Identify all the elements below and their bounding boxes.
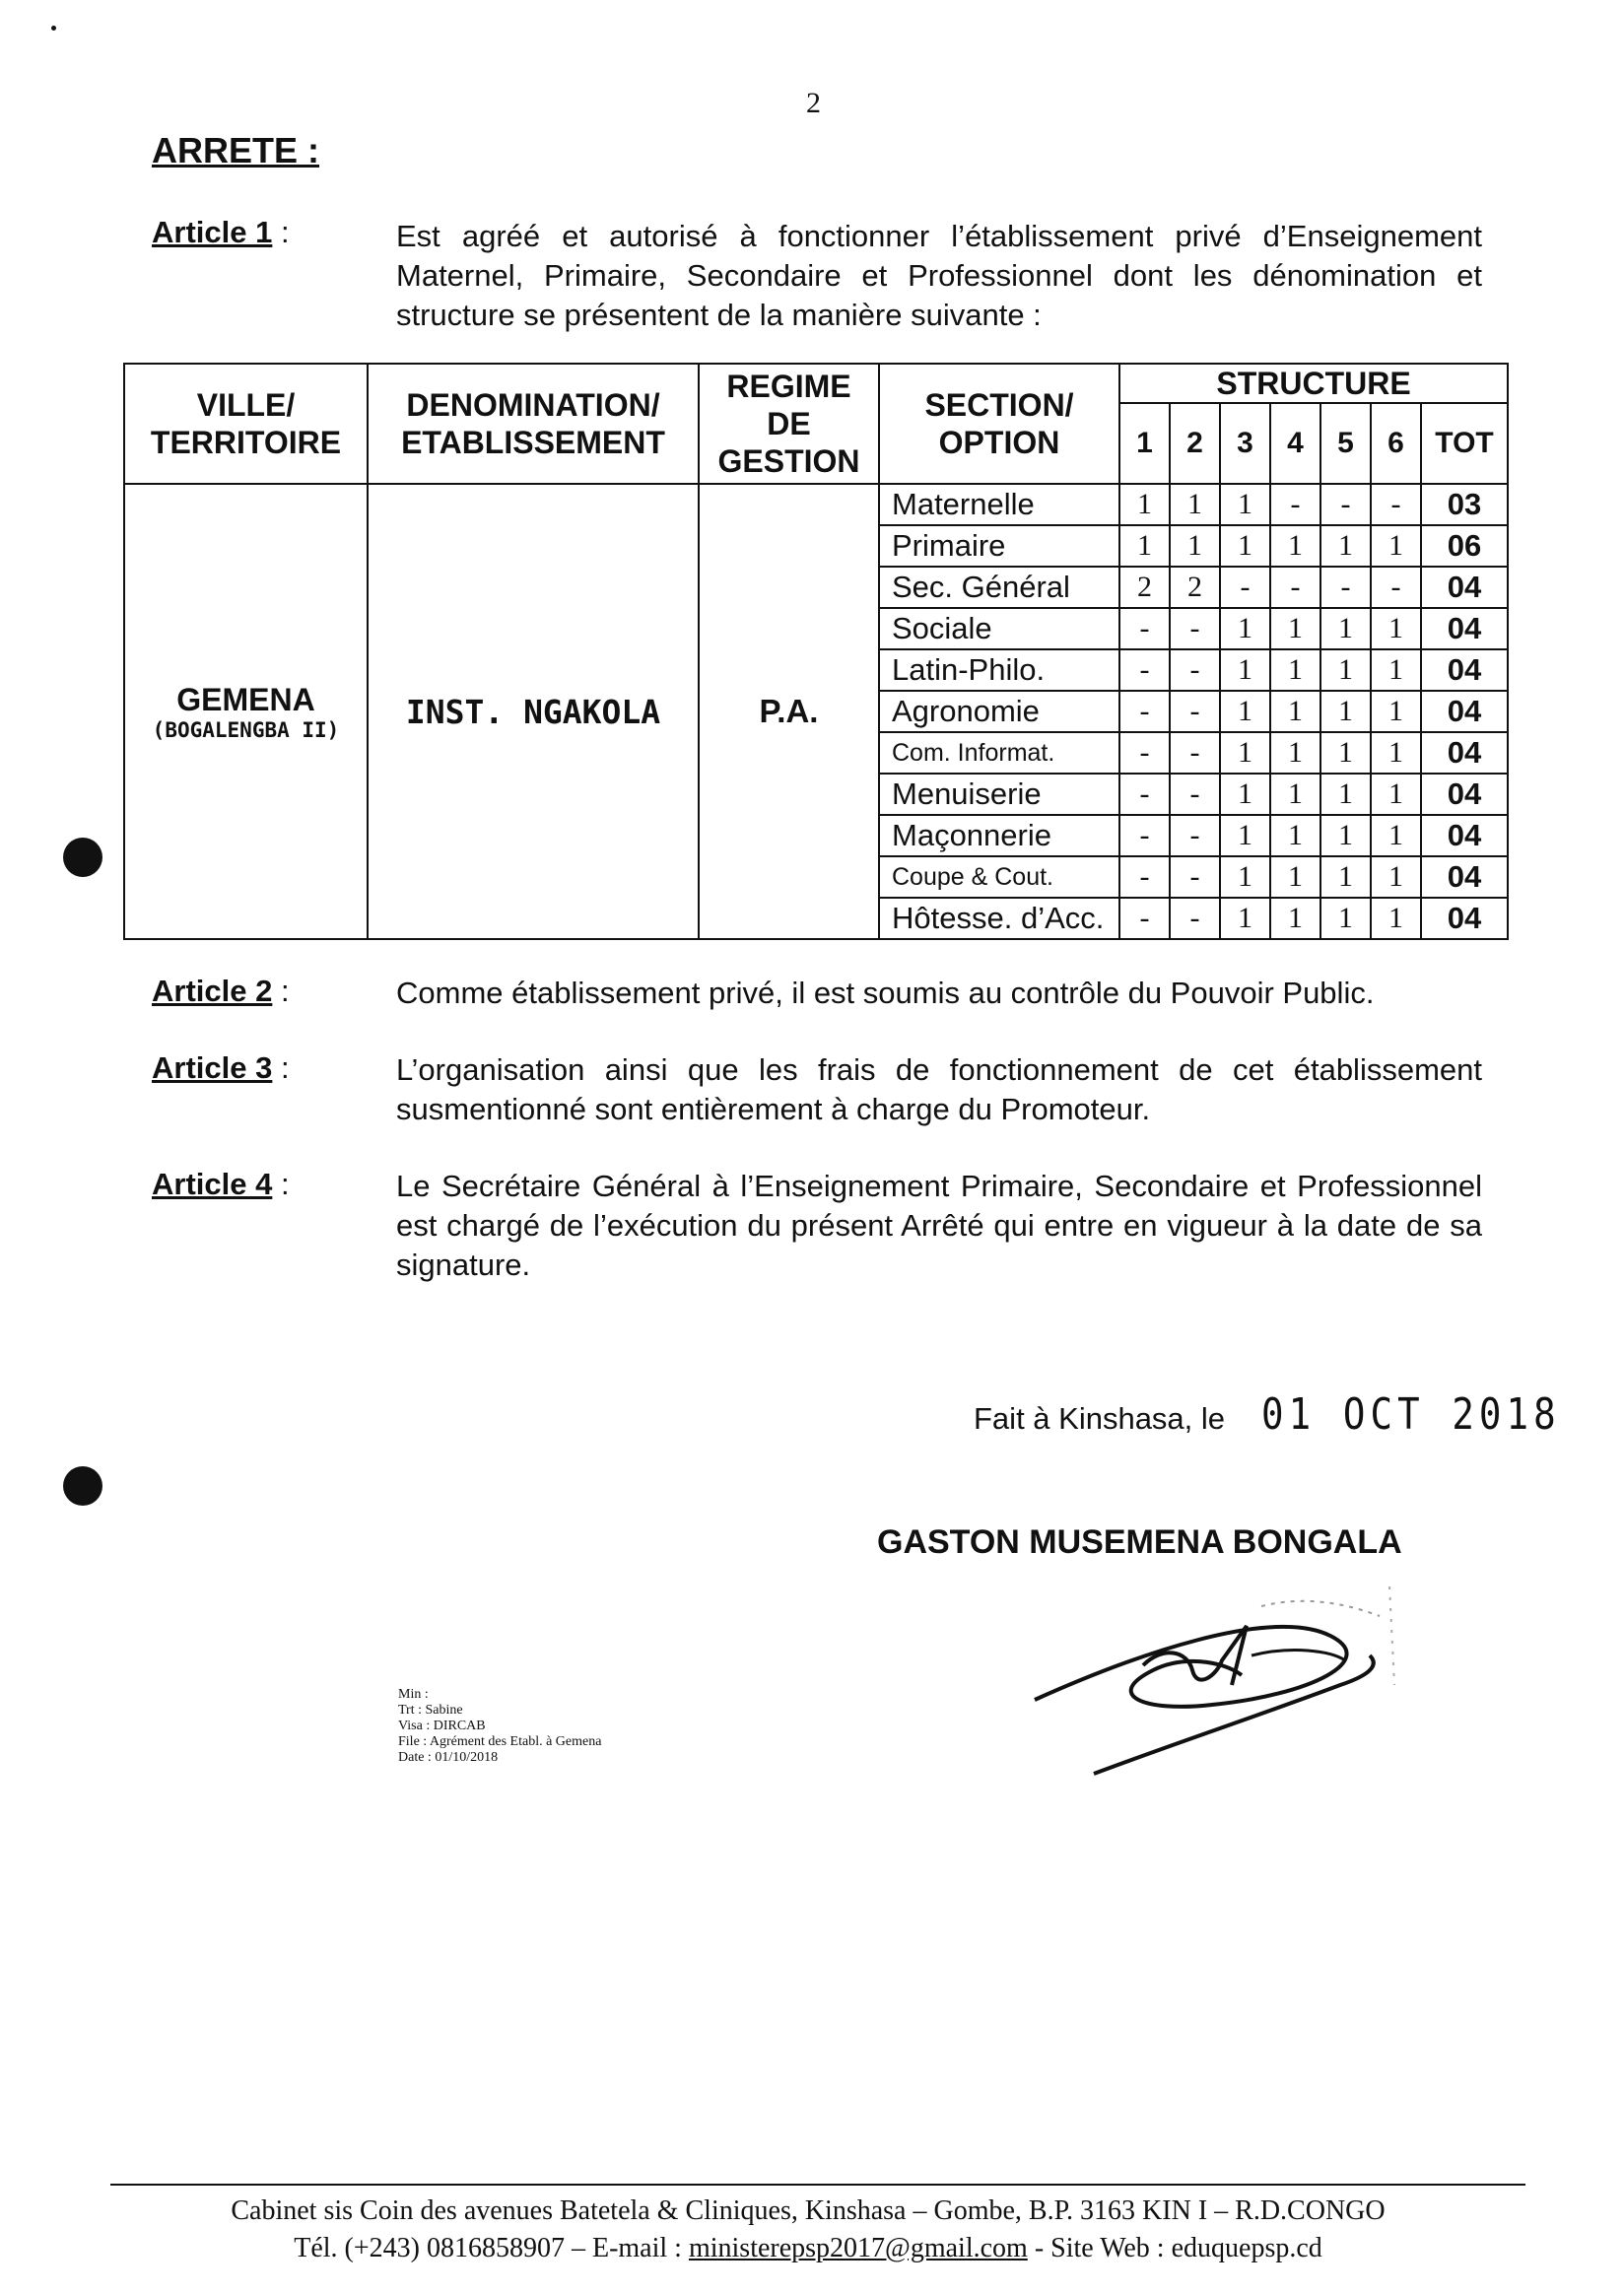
article-2-text: Comme établissement privé, il est soumis au contrôle du Pouvoir Public. <box>396 976 1375 1010</box>
structure-cell-4: 1 <box>1270 649 1320 691</box>
structure-cell-2: - <box>1170 691 1220 732</box>
total-cell: 04 <box>1421 815 1508 856</box>
structure-cell-5: 1 <box>1320 691 1371 732</box>
structure-cell-3: 1 <box>1220 856 1270 898</box>
minute-block: Min : Trt : Sabine Visa : DIRCAB File : Agrément des Etabl. à Gemena Date : 01/10/2018 <box>398 1687 602 1765</box>
structure-cell-6: 1 <box>1371 898 1421 939</box>
structure-cell-5: 1 <box>1320 608 1371 649</box>
structure-cell-1: - <box>1119 608 1170 649</box>
section-cell: Coupe & Cout. <box>879 856 1119 898</box>
article-3-label: Article 3 : <box>152 1050 290 1085</box>
header-col-6: 6 <box>1371 403 1421 484</box>
structure-cell-2: - <box>1170 815 1220 856</box>
section-cell: Latin-Philo. <box>879 649 1119 691</box>
structure-cell-2: - <box>1170 898 1220 939</box>
structure-cell-6: - <box>1371 567 1421 608</box>
signer-name: GASTON MUSEMENA BONGALA <box>877 1523 1402 1561</box>
total-cell: 04 <box>1421 649 1508 691</box>
structure-cell-6: 1 <box>1371 608 1421 649</box>
structure-cell-3: 1 <box>1220 649 1270 691</box>
structure-cell-1: 1 <box>1119 525 1170 567</box>
structure-cell-2: - <box>1170 732 1220 774</box>
structure-cell-2: - <box>1170 649 1220 691</box>
page-number: 2 <box>806 87 821 119</box>
structure-cell-3: 1 <box>1220 732 1270 774</box>
structure-cell-5: 1 <box>1320 898 1371 939</box>
structure-cell-1: 2 <box>1119 567 1170 608</box>
footer-email-link[interactable]: ministerepsp2017@gmail.com <box>688 2233 1028 2263</box>
total-cell: 04 <box>1421 732 1508 774</box>
structure-cell-2: 1 <box>1170 484 1220 525</box>
handwritten-signature <box>1015 1567 1429 1793</box>
structure-cell-5: 1 <box>1320 815 1371 856</box>
header-col-3: 3 <box>1220 403 1270 484</box>
structure-cell-5: 1 <box>1320 774 1371 815</box>
section-cell: Hôtesse. d’Acc. <box>879 898 1119 939</box>
structure-cell-3: 1 <box>1220 608 1270 649</box>
date-stamp: 01 OCT 2018 <box>1261 1389 1561 1440</box>
ville-name: GEMENA <box>176 681 315 717</box>
structure-cell-6: 1 <box>1371 732 1421 774</box>
article-1-label: Article 1 : <box>152 215 290 249</box>
section-cell: Menuiserie <box>879 774 1119 815</box>
section-cell: Sec. Général <box>879 567 1119 608</box>
structure-cell-2: - <box>1170 774 1220 815</box>
header-section: SECTION/ OPTION <box>879 364 1119 484</box>
structure-cell-6: 1 <box>1371 691 1421 732</box>
header-col-4: 4 <box>1270 403 1320 484</box>
structure-cell-3: 1 <box>1220 815 1270 856</box>
total-cell: 04 <box>1421 608 1508 649</box>
punch-hole-mark <box>63 838 102 877</box>
arrete-heading: ARRETE : <box>152 130 319 170</box>
structure-cell-4: 1 <box>1270 691 1320 732</box>
structure-cell-5: - <box>1320 567 1371 608</box>
punch-hole-mark <box>63 1466 102 1506</box>
section-cell: Maçonnerie <box>879 815 1119 856</box>
structure-cell-3: 1 <box>1220 525 1270 567</box>
structure-table <box>123 363 1509 940</box>
structure-cell-1: - <box>1119 898 1170 939</box>
structure-cell-4: 1 <box>1270 608 1320 649</box>
structure-cell-5: 1 <box>1320 732 1371 774</box>
structure-cell-3: - <box>1220 567 1270 608</box>
structure-cell-4: 1 <box>1270 856 1320 898</box>
article-1-text: Est agréé et autorisé à fonctionner l’établissement privé d’Enseignement Maternel, Primaire, Secondaire et Professionnel dont les dénomination et structure se présentent de la manière suivante : <box>396 219 1482 332</box>
footer-contact: Tél. (+243) 0816858907 – E-mail : ministerepsp2017@gmail.com - Site Web : eduquepsp.cd <box>294 2233 1322 2263</box>
structure-cell-6: 1 <box>1371 649 1421 691</box>
structure-cell-3: 1 <box>1220 774 1270 815</box>
footer-divider <box>110 2184 1525 2186</box>
structure-cell-1: - <box>1119 691 1170 732</box>
ville-cell <box>124 484 368 939</box>
header-col-2: 2 <box>1170 403 1220 484</box>
structure-cell-1: - <box>1119 856 1170 898</box>
structure-cell-6: - <box>1371 484 1421 525</box>
structure-cell-2: 1 <box>1170 525 1220 567</box>
section-cell: Agronomie <box>879 691 1119 732</box>
structure-cell-5: - <box>1320 484 1371 525</box>
article-2-label: Article 2 : <box>152 974 290 1008</box>
total-cell: 04 <box>1421 856 1508 898</box>
total-cell: 06 <box>1421 525 1508 567</box>
structure-cell-6: 1 <box>1371 856 1421 898</box>
structure-cell-2: - <box>1170 608 1220 649</box>
header-denomination: DENOMINATION/ ETABLISSEMENT <box>368 364 699 484</box>
article-4-label: Article 4 : <box>152 1167 290 1201</box>
section-cell: Primaire <box>879 525 1119 567</box>
total-cell: 04 <box>1421 898 1508 939</box>
structure-cell-3: 1 <box>1220 691 1270 732</box>
section-cell: Maternelle <box>879 484 1119 525</box>
structure-cell-6: 1 <box>1371 815 1421 856</box>
header-col-5: 5 <box>1320 403 1371 484</box>
total-cell: 04 <box>1421 691 1508 732</box>
header-regime: REGIME DE GESTION <box>699 364 879 484</box>
article-3-text: L’organisation ainsi que les frais de fonctionnement de cet établissement susmentionné sont entièrement à charge du Promoteur. <box>396 1052 1482 1126</box>
header-col-tot: TOT <box>1421 403 1508 484</box>
section-cell: Com. Informat. <box>879 732 1119 774</box>
structure-cell-1: 1 <box>1119 484 1170 525</box>
scan-speck <box>51 26 56 31</box>
structure-cell-4: 1 <box>1270 815 1320 856</box>
structure-cell-5: 1 <box>1320 525 1371 567</box>
structure-cell-5: 1 <box>1320 649 1371 691</box>
total-cell: 03 <box>1421 484 1508 525</box>
structure-cell-5: 1 <box>1320 856 1371 898</box>
ville-sub: (BOGALENGBA II) <box>152 717 340 742</box>
structure-cell-3: 1 <box>1220 898 1270 939</box>
header-col-1: 1 <box>1119 403 1170 484</box>
structure-cell-4: 1 <box>1270 732 1320 774</box>
structure-cell-4: 1 <box>1270 898 1320 939</box>
structure-cell-1: - <box>1119 649 1170 691</box>
header-ville: VILLE/ TERRITOIRE <box>124 364 368 484</box>
structure-cell-4: - <box>1270 567 1320 608</box>
etablissement-cell: INST. NGAKOLA <box>368 484 699 939</box>
structure-cell-1: - <box>1119 732 1170 774</box>
article-4-text: Le Secrétaire Général à l’Enseignement Primaire, Secondaire et Professionnel est chargé de l’exécution du présent Arrêté qui entre en vigueur à la date de sa signature. <box>396 1169 1482 1282</box>
total-cell: 04 <box>1421 774 1508 815</box>
total-cell: 04 <box>1421 567 1508 608</box>
structure-cell-1: - <box>1119 774 1170 815</box>
structure-cell-6: 1 <box>1371 525 1421 567</box>
structure-cell-3: 1 <box>1220 484 1270 525</box>
header-structure: STRUCTURE <box>1119 364 1508 403</box>
table-row <box>124 484 1508 525</box>
structure-cell-2: 2 <box>1170 567 1220 608</box>
structure-cell-6: 1 <box>1371 774 1421 815</box>
footer-address: Cabinet sis Coin des avenues Batetela & Cliniques, Kinshasa – Gombe, B.P. 3163 KIN I – R.D.CONGO <box>231 2195 1386 2226</box>
place-date: Fait à Kinshasa, le <box>974 1401 1226 1436</box>
structure-cell-4: - <box>1270 484 1320 525</box>
section-cell: Sociale <box>879 608 1119 649</box>
structure-cell-4: 1 <box>1270 774 1320 815</box>
structure-cell-1: - <box>1119 815 1170 856</box>
structure-cell-4: 1 <box>1270 525 1320 567</box>
structure-cell-2: - <box>1170 856 1220 898</box>
regime-cell: P.A. <box>699 484 879 939</box>
